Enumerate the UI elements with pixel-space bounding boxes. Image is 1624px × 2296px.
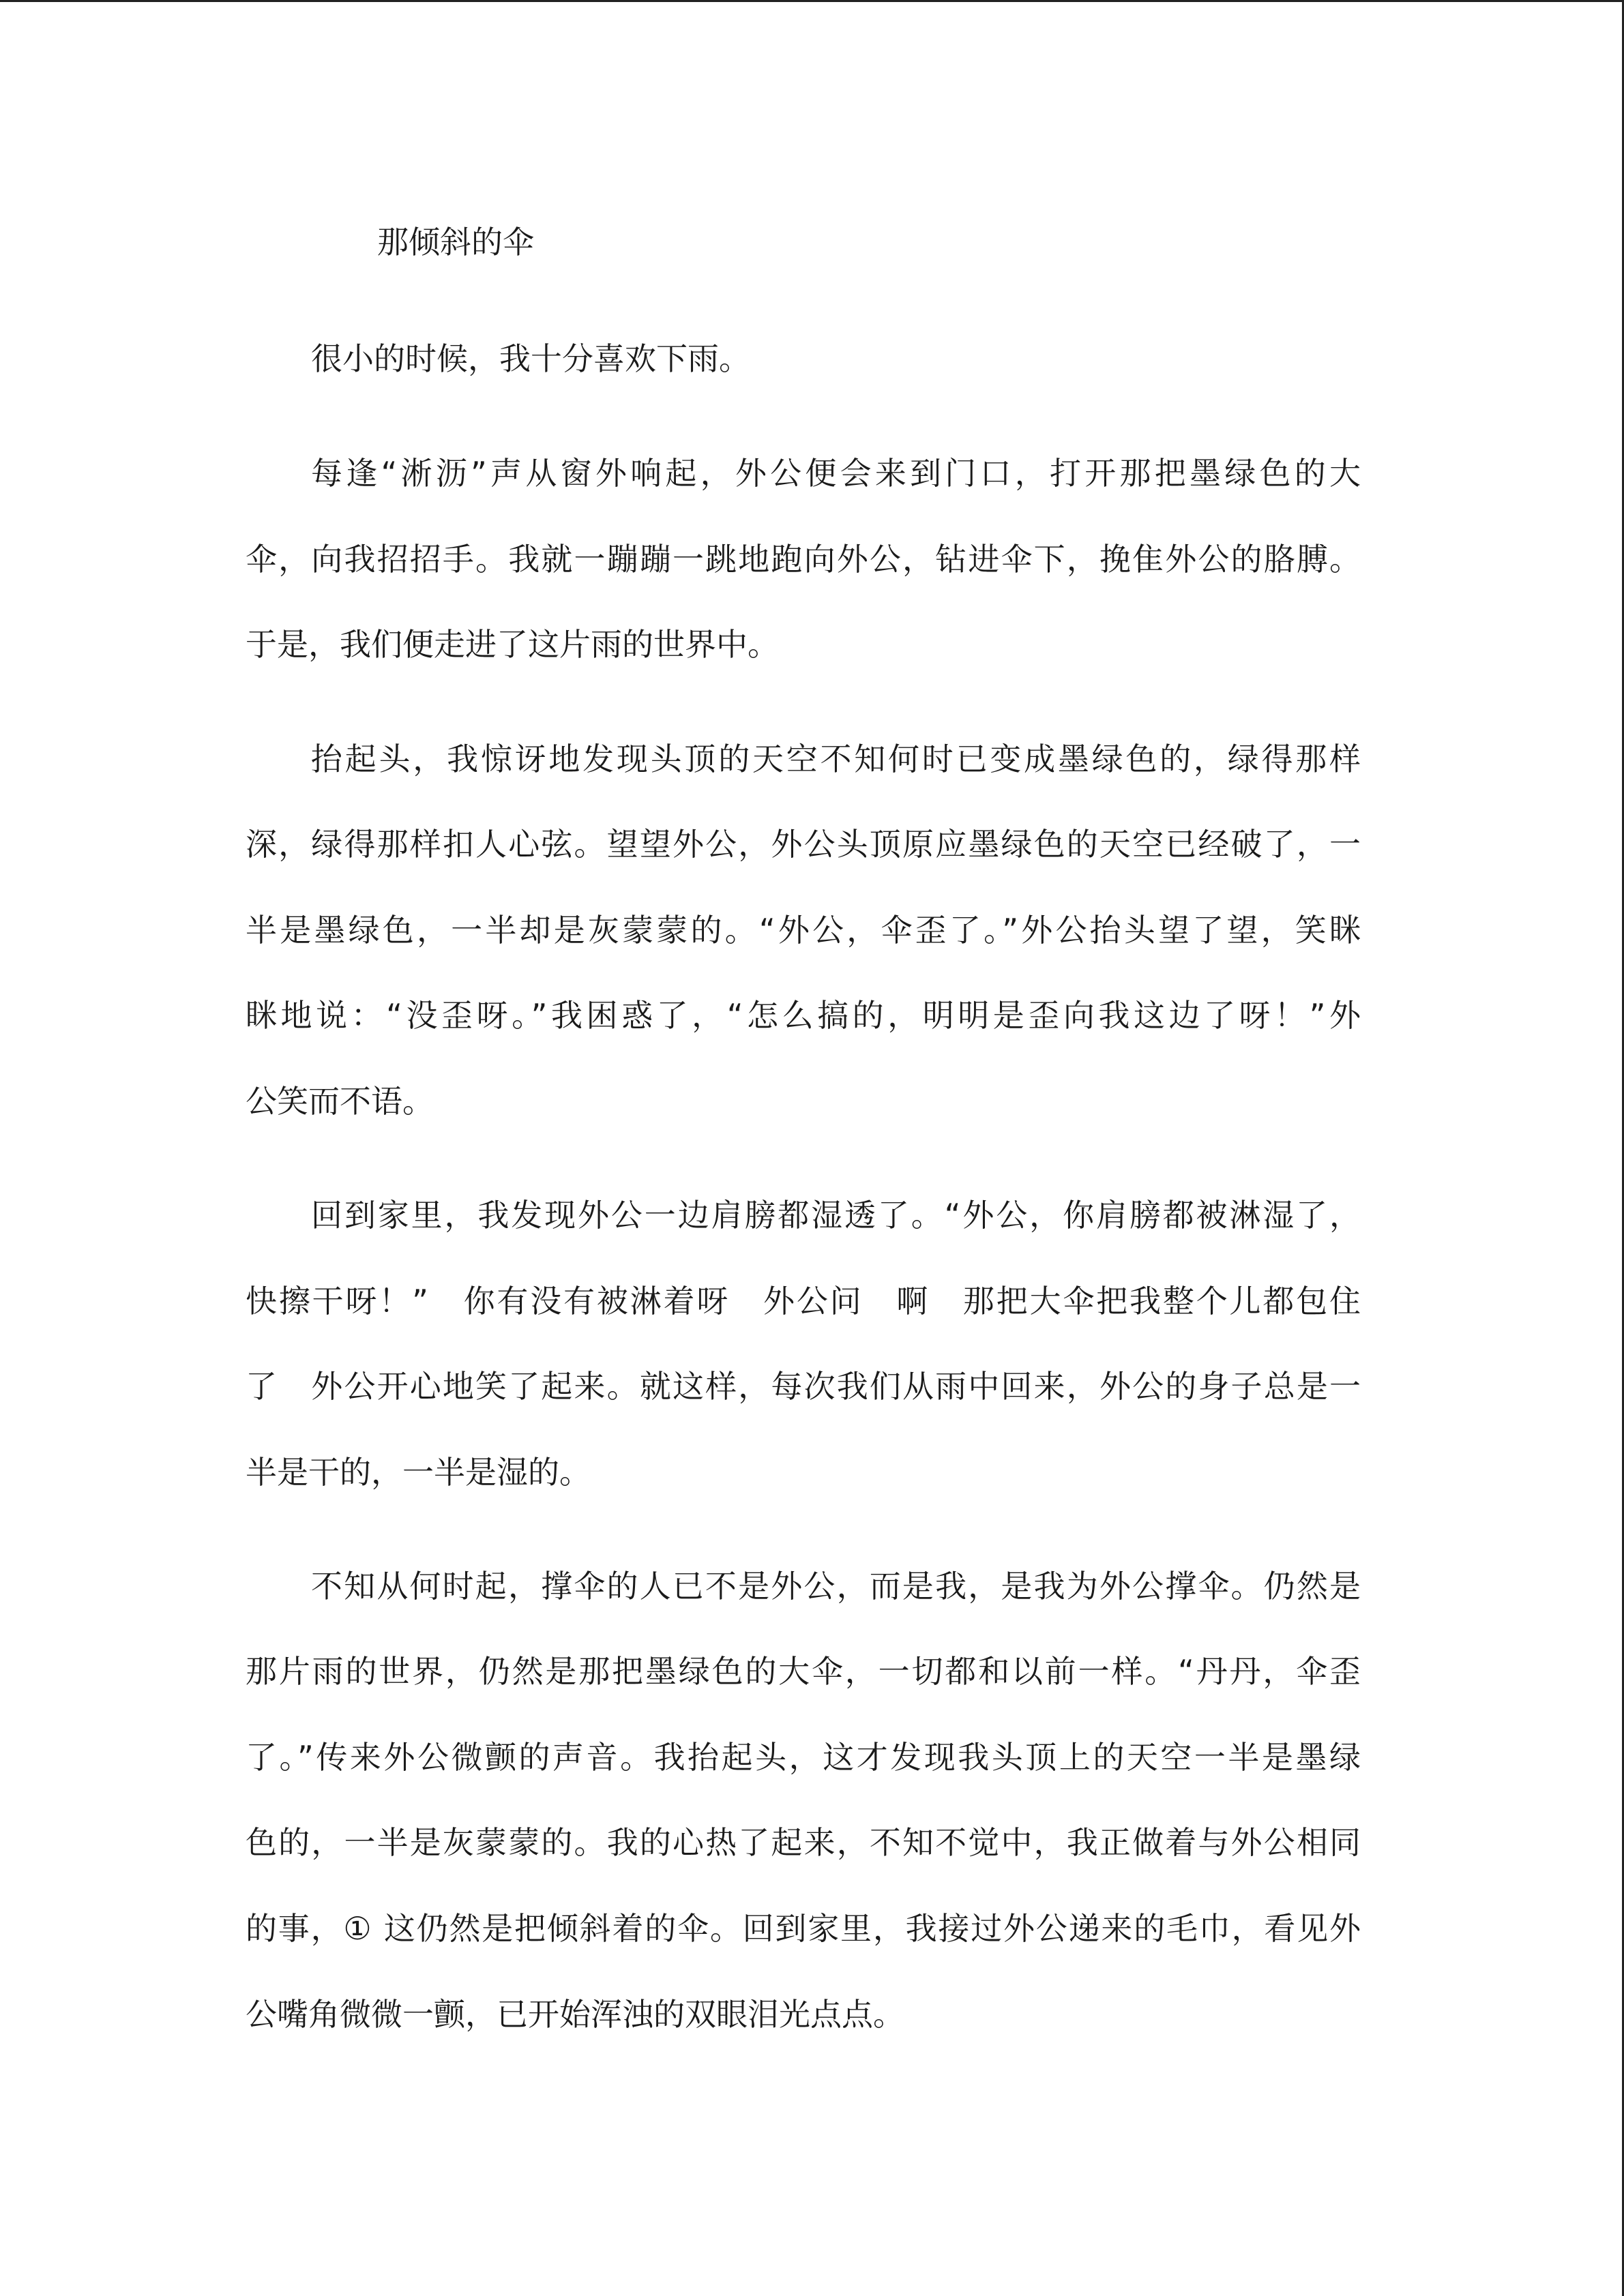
paragraph-line: 公嘴角微微一颤，已开始浑浊的双眼泪光点点。 — [246, 1996, 904, 2033]
paragraph-line: 于是，我们便走进了这片雨的世界中。 — [246, 626, 779, 663]
paragraph-line: 抬起头，我惊讶地发现头顶的天空不知何时已变成墨绿色的，绿得那样 — [311, 741, 1361, 777]
page-border-top — [0, 0, 1624, 2]
document-title: 那倾斜的伞 — [377, 224, 534, 260]
paragraph-line: 色的，一半是灰蒙蒙的。我的心热了起来，不知不觉中，我正做着与外公相同 — [246, 1824, 1361, 1861]
paragraph-line: 了 外公开心地笑了起来。就这样，每次我们从雨中回来，外公的身子总是一 — [246, 1368, 1361, 1405]
paragraph-line: 了。”传来外公微颤的声音。我抬起头，这才发现我头顶上的天空一半是墨绿 — [246, 1739, 1361, 1776]
paragraph-line: 快擦干呀！” 你有没有被淋着呀 外公问 啊 那把大伞把我整个儿都包住 — [246, 1283, 1361, 1320]
paragraph-line: 眯地说：“没歪呀。”我困惑了，“怎么搞的，明明是歪向我这边了呀！”外 — [246, 997, 1361, 1034]
paragraph-line: 回到家里，我发现外公一边肩膀都湿透了。“外公，你肩膀都被淋湿了， — [311, 1197, 1361, 1234]
paragraph-line: 公笑而不语。 — [246, 1083, 434, 1120]
paragraph-line: 深，绿得那样扣人心弦。望望外公，外公头顶原应墨绿色的天空已经破了，一 — [246, 826, 1361, 863]
paragraph-line: 那片雨的世界，仍然是那把墨绿色的大伞，一切都和以前一样。“丹丹，伞歪 — [246, 1653, 1361, 1690]
paragraph-line: 的事，① 这仍然是把倾斜着的伞。回到家里，我接过外公递来的毛巾，看见外 — [246, 1910, 1361, 1947]
paragraph-line: 不知从何时起，撑伞的人已不是外公，而是我，是我为外公撑伞。仍然是 — [311, 1568, 1361, 1605]
paragraph-line: 半是墨绿色，一半却是灰蒙蒙的。“外公，伞歪了。”外公抬头望了望，笑眯 — [246, 912, 1361, 949]
paragraph-line: 很小的时候，我十分喜欢下雨。 — [311, 340, 750, 377]
paragraph-line: 伞，向我招招手。我就一蹦蹦一跳地跑向外公，钻进伞下，挽隹外公的胳膊。 — [246, 541, 1361, 578]
paragraph-line: 半是干的，一半是湿的。 — [246, 1454, 591, 1491]
paragraph-line: 每逢“淅沥”声从窗外响起，外公便会来到门口，打开那把墨绿色的大 — [311, 455, 1361, 492]
